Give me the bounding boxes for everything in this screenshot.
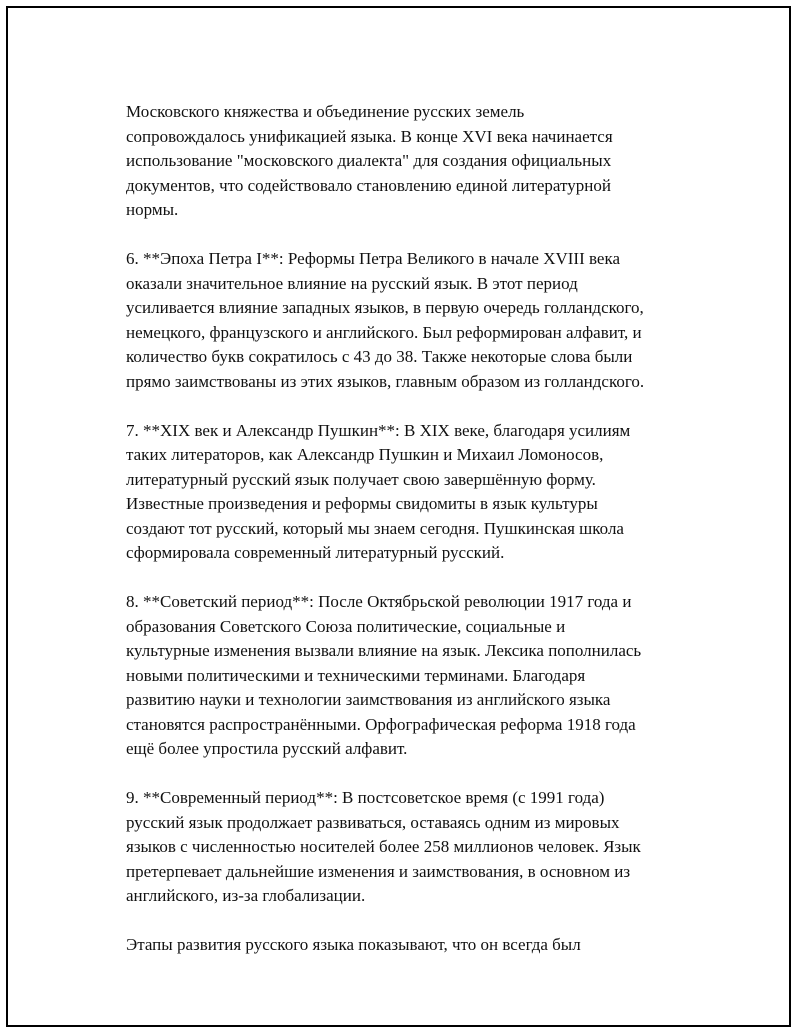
text-line: английского, из-за глобализации. [126,886,366,905]
text-line: литературный русский язык получает свою завершённую форму. [126,469,596,489]
text-line: прямо заимствованы из этих языков, главным образом из голландского. [126,371,645,391]
text-line: культурные изменения вызвали влияние на язык. Лексика пополнилась [126,641,642,660]
text-line: использование "московского диалекта" для создания официальных [126,151,612,170]
paragraph-modern-period [126,786,726,909]
text-line: сформировала современный литературный русский. [126,543,505,562]
paragraph-conclusion [126,933,726,958]
paragraph-nineteenth-century [126,419,726,566]
text-line: документов, что содействовало становлению единой литературной [126,175,611,195]
text-line: Известные произведения и реформы свидомиты в язык культуры [126,494,598,513]
text-line: Московского княжества и объединение русских земель [126,102,525,121]
text-line: развитию науки и технологии заимствования из английского языка [126,690,611,709]
text-line: образования Советского Союза политические, социальные и [126,616,566,636]
text-line: таких литераторов, как Александр Пушкин и Михаил Ломоносов, [126,445,604,464]
text-line: претерпевает дальнейшие изменения и заимствования, в основном из [126,861,631,881]
text-line: новыми политическими и техническими терминами. Благодаря [126,665,586,685]
document-body [126,100,726,958]
page-frame [6,6,791,1027]
text-line: нормы. [126,200,179,219]
text-line: 9. **Современный период**: В постсоветское время (с 1991 года) [126,788,605,807]
paragraph-peter-era [126,247,726,394]
text-line: оказали значительное влияние на русский язык. В этот период [126,273,578,293]
text-line: Этапы развития русского языка показывают, что он всегда был [126,935,581,954]
text-line: сопровождалось унификацией языка. В конце XVI века начинается [126,126,613,146]
text-line: русский язык продолжает развиваться, оставаясь одним из мировых [126,812,620,832]
text-line: становятся распространёнными. Орфографическая реформа 1918 года [126,714,636,734]
text-line: ещё более упростила русский алфавит. [126,739,408,758]
text-line: создают тот русский, который мы знаем сегодня. Пушкинская школа [126,518,624,538]
paragraph-soviet-period [126,590,726,762]
text-line: 7. **XIX век и Александр Пушкин**: В XIX веке, благодаря усилиям [126,420,631,440]
text-line: усиливается влияние западных языков, в первую очередь голландского, [126,298,644,317]
text-line: 6. **Эпоха Петра I**: Реформы Петра Великого в начале XVIII века [126,249,621,268]
paragraph-moscow-principality [126,100,726,223]
text-line: 8. **Советский период**: После Октябрьской революции 1917 года и [126,592,632,611]
text-line: количество букв сократилось с 43 до 38. Также некоторые слова были [126,347,633,366]
text-line: языков с численностью носителей более 258 миллионов человек. Язык [126,837,641,856]
text-line: немецкого, французского и английского. Был реформирован алфавит, и [126,322,642,342]
